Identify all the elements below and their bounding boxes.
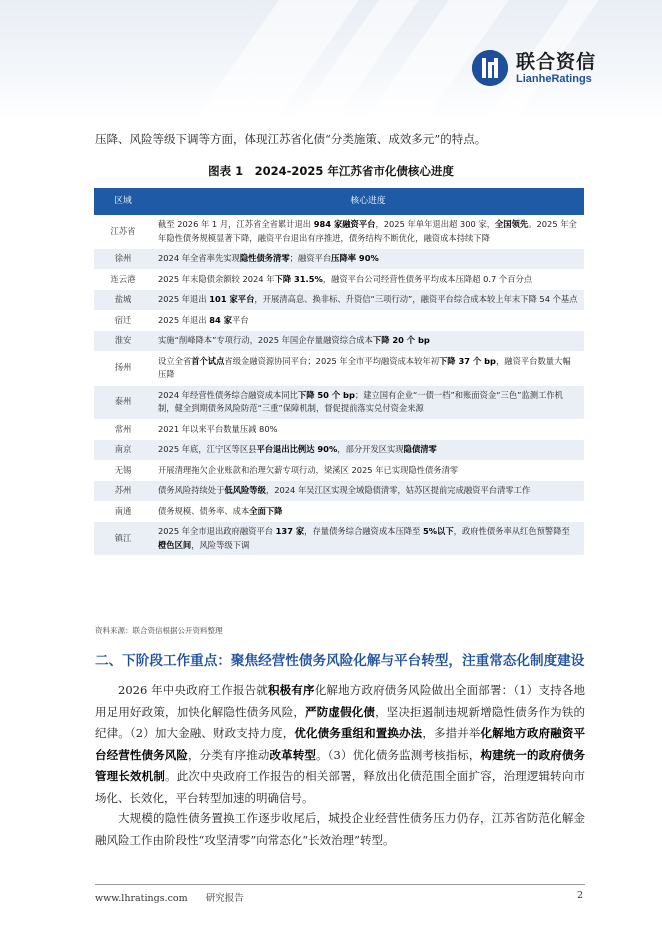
progress-cell [152, 215, 584, 249]
text-segment: 债务规模、债务率、成本 [158, 505, 250, 516]
region-cell: 徐州 [94, 249, 152, 270]
text-segment: ；融资平台 [289, 253, 332, 263]
text-segment: ，存量债务综合融资成本压降至 [304, 526, 423, 536]
region-cell: 宿迁 [94, 310, 152, 331]
table-row [94, 419, 584, 440]
text-segment: 实施“削峰降本”专项行动，2025 年国企存量融资综合成本 [158, 335, 373, 345]
source-note: 资料来源：联合资信根据公开资料整理 [95, 626, 223, 635]
section-heading: 二、下阶段工作重点：聚焦经营性债务风险化解与平台转型，注重常态化制度建设 [95, 653, 585, 669]
body-paragraph-1 [95, 680, 585, 810]
progress-cell [152, 460, 584, 481]
text-segment: 债务风险持续处于 [158, 485, 225, 495]
text-segment: ，融资平台数量大幅压降 [158, 355, 571, 379]
table-row [94, 310, 584, 331]
progress-cell [152, 269, 584, 290]
text-segment: 2024 年全省率先实现 [158, 253, 240, 263]
highlight-text: 改革转型 [269, 747, 316, 762]
figure-title: 图表 1 2024-2025 年江苏省市化债核心进度 [208, 164, 454, 178]
page-number: 2 [577, 890, 584, 901]
progress-cell [152, 419, 584, 440]
progress-cell [152, 310, 584, 331]
progress-cell [152, 481, 584, 502]
highlight-text: 下降 37 个 bp [439, 355, 496, 366]
text-segment: ，分类有序推动 [188, 747, 270, 762]
footer-website-link[interactable]: www.lhratings.com [95, 893, 188, 904]
table-row [94, 215, 584, 249]
footer-info [95, 890, 244, 904]
region-cell: 南京 [94, 440, 152, 461]
progress-cell [152, 290, 584, 311]
text-segment: 2026 年中央政府工作报告就 [118, 683, 268, 697]
text-segment: 。2025 年全年隐性债务规模显著下降，融资平台退出有序推进，债务结构不断优化，融资成本持续下降 [158, 219, 577, 243]
region-cell: 无锡 [94, 460, 152, 481]
table-header-row [94, 188, 584, 215]
table-row [94, 522, 584, 556]
text-segment: ，2024 年吴江区实现全域隐债清零，姑苏区提前完成融资平台清零工作 [265, 485, 531, 495]
progress-cell [152, 331, 584, 352]
highlight-text: 隐债清零 [403, 444, 437, 454]
text-segment: 截至 2026 年 1 月，江苏省全省累计退出 [158, 219, 314, 229]
highlight-text: 隐性债务清零 [239, 253, 290, 263]
progress-cell [152, 522, 584, 556]
progress-table [94, 188, 584, 556]
logo-english-name: LianheRatings [516, 72, 592, 85]
highlight-text: 下降 50 个 bp [297, 389, 355, 400]
logo-chinese-name: 联合资信 [516, 50, 597, 73]
text-segment: 大规模的隐性债务置换工作逐步收尾后，城投企业经营性债务压力仍存，江苏省防范化解金融风险工作由阶段性“攻坚清零”向常态化“长效治理”转型。 [95, 811, 585, 847]
region-cell: 扬州 [94, 351, 152, 385]
footer-report-type: 研究报告 [205, 893, 244, 904]
table-row [94, 331, 584, 352]
text-segment: 2021 年以来平台数量压减 80% [158, 423, 278, 434]
text-segment: ，政府性债务率从红色预警降至 [453, 526, 570, 536]
text-segment: ；建立国有企业“一债一档”和账面资金“三色”监测工作机制，健全到期债务风险防范“三重”保障机制，督促提前落实兑付资金来源 [158, 389, 563, 413]
text-segment: 。此次中央政府工作报告的相关部署，释放出化债范围全面扩容，治理逻辑转向市场化、长效化，平台转型加速的明确信号。 [95, 769, 586, 805]
text-segment: 2025 年末隐债余额较 2024 年 [158, 273, 275, 284]
table-row [94, 481, 584, 502]
text-segment: 省级金融资源协同平台；2025 年全市平均融资成本较年初 [224, 355, 439, 366]
highlight-text: 984 家融资平台 [313, 219, 376, 229]
region-cell: 淮安 [94, 331, 152, 352]
region-cell: 镇江 [94, 522, 152, 556]
highlight-text: 严防虚假化债 [305, 704, 376, 719]
column-header-region: 区域 [94, 188, 152, 215]
body-paragraph-2 [95, 808, 585, 851]
text-segment: ，开展清高息、换非标、升资信“三项行动”，融资平台综合成本较上年末下降 54 个基点 [254, 294, 578, 304]
lianhe-logo-icon [472, 50, 508, 86]
region-cell: 苏州 [94, 481, 152, 502]
table-row [94, 269, 584, 290]
text-segment: 化解地方政府债务风险做出全面部署：（1）支持各地用足用好政策，加快化解隐性债务风险， [95, 683, 586, 719]
text-segment: ，融资平台公司经营性债务平均成本压降超 0.7 个百分点 [322, 273, 533, 284]
text-segment: 2025 年全市退出政府融资平台 [158, 526, 276, 536]
region-cell: 泰州 [94, 385, 152, 419]
highlight-text: 下降 31.5% [274, 273, 323, 284]
text-segment: 2025 年退出 [158, 294, 210, 304]
company-logo [472, 50, 596, 86]
table-row [94, 501, 584, 522]
table-body [94, 215, 584, 556]
region-cell: 盐城 [94, 290, 152, 311]
highlight-text: 压降率 90% [331, 253, 379, 263]
progress-cell [152, 351, 584, 385]
progress-cell [152, 501, 584, 522]
highlight-text: 全国领先 [495, 219, 529, 229]
highlight-text: 首个试点 [191, 355, 225, 366]
table-row [94, 385, 584, 419]
highlight-text: 优化债务重组和置换办法 [294, 726, 423, 741]
text-segment: 。（3）优化债务监测考核指标， [315, 747, 481, 762]
highlight-text: 低风险等级 [224, 485, 266, 495]
text-segment: 平台 [232, 314, 249, 325]
text-segment: ，多措并举 [422, 726, 481, 741]
text-segment: 开展清理拖欠企业账款和治理欠薪专项行动，梁溪区 2025 年已实现隐性债务清零 [158, 464, 459, 475]
column-header-progress: 核心进度 [152, 188, 584, 215]
highlight-text: 137 家 [275, 526, 305, 536]
region-cell: 南通 [94, 501, 152, 522]
intro-text: 压降、风险等级下调等方面，体现江苏省化债“分类施策、成效多元”的特点。 [95, 132, 487, 146]
table-row [94, 351, 584, 385]
progress-cell [152, 249, 584, 270]
text-segment: ，2025 年单年退出超 300 家， [375, 219, 495, 229]
footer-divider [95, 884, 585, 885]
text-segment: 设立全省 [158, 355, 192, 366]
table-row [94, 290, 584, 311]
highlight-text: 全面下降 [249, 505, 283, 516]
region-cell: 江苏省 [94, 215, 152, 249]
text-segment: 2024 年经营性债务综合融资成本同比 [158, 389, 298, 400]
progress-cell [152, 440, 584, 461]
table-row [94, 249, 584, 270]
highlight-text: 积极有序 [267, 683, 315, 697]
highlight-text: 化解地方政府融资平台经营性债务风险 [95, 726, 586, 762]
text-segment: 2025 年退出 [158, 314, 210, 325]
highlight-text: 101 家平台 [209, 294, 255, 304]
text-segment: ，风险等级下调 [191, 539, 250, 550]
text-segment: 2025 年底，江宁区等区县 [158, 444, 257, 454]
highlight-text: 橙色区间 [158, 539, 192, 550]
region-cell: 连云港 [94, 269, 152, 290]
highlight-text: 下降 20 个 bp [372, 335, 430, 345]
region-cell: 常州 [94, 419, 152, 440]
table-row [94, 460, 584, 481]
highlight-text: 构建统一的政府债务管理长效机制 [95, 747, 586, 784]
highlight-text: 平台退出比例达 90% [256, 444, 338, 454]
text-segment: ，部分开发区实现 [337, 444, 404, 454]
table-row [94, 440, 584, 461]
progress-cell [152, 385, 584, 419]
highlight-text: 84 家 [209, 314, 233, 325]
highlight-text: 5%以下 [422, 526, 454, 536]
text-segment: ，坚决拒遏制违规新增隐性债务作为铁的纪律。（2）加大金融、财政支持力度， [95, 704, 586, 741]
